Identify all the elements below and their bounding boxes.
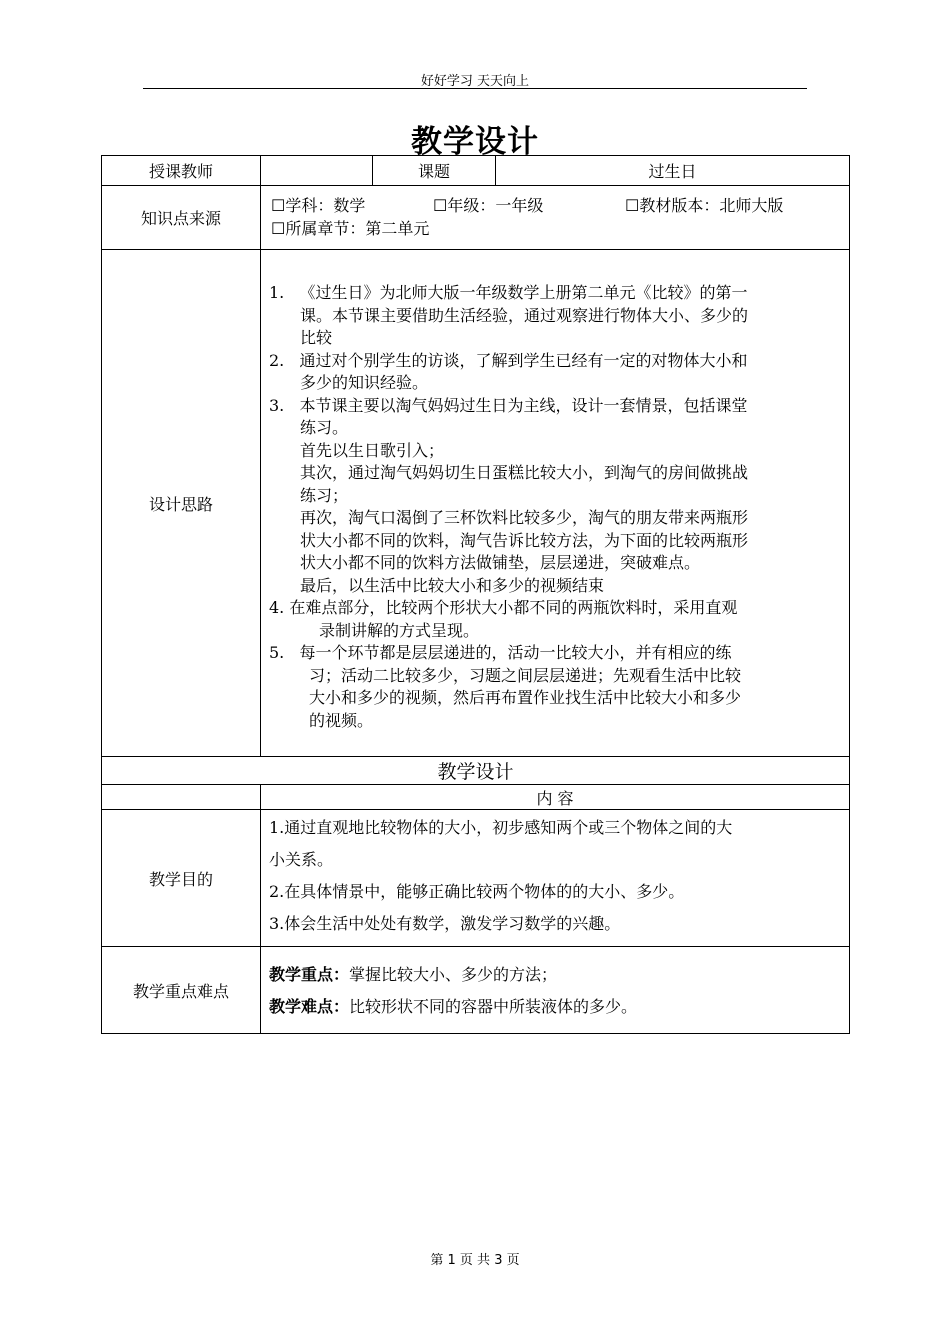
source-row xyxy=(102,186,850,250)
teacher-value xyxy=(261,156,373,186)
header-rule xyxy=(143,88,807,89)
goal-3: 3.体会生活中处处有数学，激发学习数学的兴趣。 xyxy=(269,914,621,933)
lesson-table xyxy=(101,155,850,1034)
design-label: 设计思路 xyxy=(102,250,261,757)
page-footer: 第 1 页 共 3 页 xyxy=(430,1253,520,1268)
document-title: 教学设计 xyxy=(411,124,539,160)
goal-1-cont: 小关系。 xyxy=(269,850,334,869)
goal-2: 2.在具体情景中，能够正确比较两个物体的的大小、多少。 xyxy=(269,882,685,901)
point-number: 3. xyxy=(269,395,285,415)
text-line: 比较 xyxy=(300,328,333,347)
text-line: 4. 在难点部分，比较两个形状大小都不同的两瓶饮料时，采用直观 xyxy=(269,598,738,617)
difficulty-label: 教学难点： xyxy=(269,997,350,1016)
design-point-3 xyxy=(269,395,843,598)
difficulty-line xyxy=(269,991,843,1023)
text-line: 其次，通过淘气妈妈切生日蛋糕比较大小，到淘气的房间做挑战 xyxy=(300,463,749,482)
focus-line xyxy=(269,959,843,991)
text-line: 最后，以生活中比较大小和多少的视频结束 xyxy=(300,575,605,595)
text-line: 课。本节课主要借助生活经验，通过观察进行物体大小、多少的 xyxy=(300,305,749,325)
content-header-blank xyxy=(102,785,261,810)
text-line: 状大小都不同的饮料方法做铺垫，层层递进，突破难点。 xyxy=(300,553,701,572)
difficulty-text: 比较形状不同的容器中所装液体的多少。 xyxy=(349,997,638,1016)
goal-1: 1.通过直观地比较物体的大小，初步感知两个或三个物体之间的大 xyxy=(269,818,733,837)
text-line: 首先以生日歌引入； xyxy=(300,440,445,460)
text-line: 本节课主要以淘气妈妈过生日为主线，设计一套情景，包括课堂 xyxy=(299,395,748,415)
text-line: 再次，淘气口渴倒了三杯饮料比较多少，淘气的朋友带来两瓶形 xyxy=(300,508,749,527)
text-line: 练习； xyxy=(300,485,349,505)
subject-checkbox-item: ☐学科：数学 xyxy=(271,196,366,215)
design-point-2 xyxy=(269,350,843,395)
point-number: 5. xyxy=(269,643,285,662)
text-line: 《过生日》为北师大版一年级数学上册第二单元《比较》的第一 xyxy=(299,283,748,302)
goals-label: 教学目的 xyxy=(102,810,261,947)
section-title-row xyxy=(102,757,850,785)
design-content xyxy=(261,250,850,757)
design-point-1 xyxy=(269,282,843,350)
goals-row xyxy=(102,810,850,947)
focus-text: 掌握比较大小、多少的方法； xyxy=(349,965,558,984)
section-title: 教学设计 xyxy=(102,757,850,785)
text-line: 练习。 xyxy=(300,418,349,437)
design-point-4 xyxy=(269,597,843,642)
focus-label: 教学重点： xyxy=(269,965,350,984)
text-line: 多少的知识经验。 xyxy=(300,373,429,392)
text-line: 录制讲解的方式呈现。 xyxy=(319,620,480,640)
content-header: 内 容 xyxy=(261,785,850,810)
design-row xyxy=(102,250,850,757)
source-label: 知识点来源 xyxy=(102,186,261,250)
text-line: 习；活动二比较多少，习题之间层层递进；先观看生活中比较 xyxy=(309,665,742,685)
text-line: 通过对个别学生的访谈，了解到学生已经有一定的对物体大小和 xyxy=(299,350,748,370)
teacher-label: 授课教师 xyxy=(102,156,261,186)
goals-content xyxy=(261,810,850,947)
key-content xyxy=(261,947,850,1034)
point-number: 2. xyxy=(269,350,285,370)
chapter-checkbox-item: ☐所属章节：第二单元 xyxy=(271,218,430,238)
key-label: 教学重点难点 xyxy=(102,947,261,1034)
topic-value: 过生日 xyxy=(496,156,850,186)
point-number: 1. xyxy=(269,283,285,302)
topic-label: 课题 xyxy=(373,156,496,186)
content-header-row xyxy=(102,785,850,810)
key-row xyxy=(102,947,850,1034)
text-line: 每一个环节都是层层递进的，活动一比较大小，并有相应的练 xyxy=(299,643,732,662)
design-point-5 xyxy=(269,642,843,732)
text-line: 状大小都不同的饮料，淘气告诉比较方法，为下面的比较两瓶形 xyxy=(300,530,749,550)
edition-checkbox-item: ☐教材版本：北师大版 xyxy=(625,196,784,215)
grade-checkbox-item: ☐年级：一年级 xyxy=(433,196,544,215)
source-content xyxy=(261,186,850,250)
text-line: 的视频。 xyxy=(309,710,374,730)
info-row xyxy=(102,156,850,186)
page-header: 好好学习 天天向上 xyxy=(420,74,530,89)
text-line: 大小和多少的视频，然后再布置作业找生活中比较大小和多少 xyxy=(309,688,742,707)
